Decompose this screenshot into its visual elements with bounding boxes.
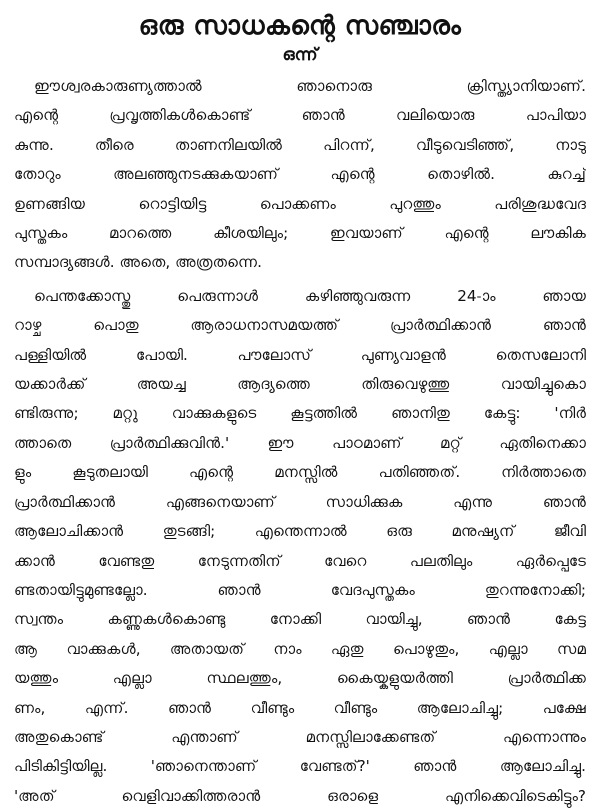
text-line: ണം, എന്ന്. ഞാൻ വീണ്ടും വീണ്ടും ആലോചിച്ചു; പക്ഷേ (14, 698, 586, 717)
text-line: പ്രാർത്ഥിക്കാൻ എങ്ങനെയാണ് സാധിക്കുക എന്നു ഞാൻ (14, 492, 586, 511)
chapter-title: ഒരു സാധകന്റെ സഞ്ചാരം (138, 11, 462, 41)
text-line: അതുകൊണ്ട് എന്താണ് മനസ്സിലാക്കേണ്ടത് എന്നൊന്നും (14, 727, 586, 746)
text-line: സ്വന്തം കണ്ണുകൾകൊണ്ടു നോക്കി വായിച്ചു, ഞാൻ കേട്ട (14, 610, 586, 629)
text-line: ളും കൂടുതലായി എന്റെ മനസ്സിൽ പതിഞ്ഞത്. നിർത്താതെ (14, 463, 586, 482)
text-line: ണ്ടതായിട്ടുമുണ്ടല്ലോ. ഞാൻ വേദപുസ്തകം തുറന്നുനോക്കി; (14, 580, 586, 599)
text-line: യക്കാർക്ക് അയച്ച ആദ്യത്തെ തിരുവെഴുത്തു വായിച്ചുകൊ (14, 375, 586, 394)
text-line: പെന്തക്കോസ്തു പെരുന്നാൾ കഴിഞ്ഞുവരുന്ന 24-ാം ഞായ (34, 286, 586, 305)
text-line: ണ്ടിരുന്നു; മറ്റു വാക്കുകളുടെ കൂട്ടത്തിൽ ഞാനിതു കേട്ടു: 'നിർ (14, 404, 586, 423)
chapter-number: ഒന്ന് (282, 45, 318, 65)
paragraph-2 (14, 282, 586, 811)
text-line: തോറും അലഞ്ഞുനടക്കുകയാണ് എന്റെ തൊഴിൽ. കുറച്ച് (14, 165, 586, 184)
text-line: പിടികിട്ടിയില്ല. 'ഞാനെന്താണ് വേണ്ടത്?' ഞാൻ ആലോചിച്ചു. (14, 757, 586, 776)
text-line: എന്റെ പ്രവൃത്തികൾകൊണ്ട് ഞാൻ വലിയൊരു പാപിയാ (14, 106, 586, 125)
text-line: സമ്പാദ്യങ്ങൾ. അതെ, അത്രതന്നെ. (14, 253, 262, 272)
text-line: പുസ്തകം മാറത്തെ കീശയിലും; ഇവയാണ് എന്റെ ലൗകിക (14, 224, 586, 243)
text-line: ഈശ്വരകാരുണ്യത്താൽ ഞാനൊരു ക്രിസ്ത്യാനിയാണ്. (34, 77, 586, 95)
paragraph-1 (14, 72, 586, 278)
text-line: റാഴ്ച പൊതു ആരാധനാസമയത്ത് പ്രാർത്ഥിക്കാൻ ഞാൻ (14, 316, 586, 335)
text-line: ഉണങ്ങിയ റൊട്ടിയിട്ട പൊക്കണം പുറത്തും പരിശുദ്ധവേദ (14, 194, 586, 213)
text-line: ക്കാൻ വേണ്ടതു നേടുന്നതിന് വേറെ പലതിലും ഏർപ്പെടേ (14, 551, 586, 570)
text-line: ആ വാക്കുകൾ, അതായത് നാം ഏതു പൊഴുതും, എല്ലാ സമ (14, 639, 586, 658)
text-line: പള്ളിയിൽ പോയി. പൗലോസ് പുണ്യവാളൻ തെസലോനി (14, 345, 586, 364)
text-line: 'അത് വെളിവാക്കിത്തരാൻ ഒരാളെ എനിക്കെവിടെകിട്ടും? (14, 786, 586, 805)
text-line: ആലോചിക്കാൻ തുടങ്ങി; എന്തെന്നാൽ ഒരു മനുഷ്യന് ജീവി (14, 522, 586, 541)
text-line: ത്താതെ പ്രാർത്ഥിക്കുവിൻ.' ഈ പാഠമാണ് മറ്റ് ഏതിനെക്കാ (14, 433, 586, 452)
text-line: കുന്നു. തീരെ താണനിലയിൽ പിറന്ന്, വീടുവെടിഞ്ഞ്, നാടു (14, 135, 586, 154)
text-line: യത്തും എല്ലാ സ്ഥലത്തും, കൈയ്കളുയർത്തി പ്രാർത്ഥിക്ക (14, 669, 586, 688)
